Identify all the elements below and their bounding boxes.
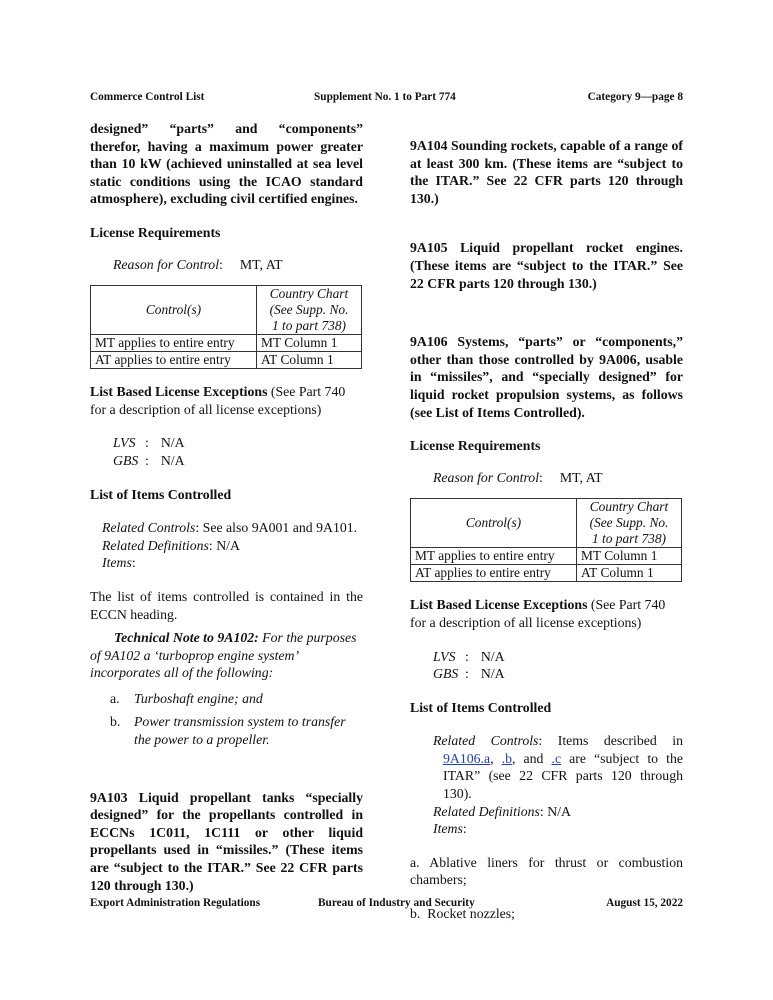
right-column <box>410 137 683 923</box>
entry-9a102-continuation: designed” “parts” and “components” therefor, having a maximum power greater than 10 kW (achieved uninstalled at sea level static conditions using the ICAO standard atmosphere), excluding civil certified engines. <box>90 121 363 207</box>
table-header-controls: Control(s) <box>411 499 577 548</box>
header-right: Category 9—page 8 <box>587 91 683 103</box>
table-row: MT applies to entire entry MT Column 1 <box>411 548 682 565</box>
exception-lvs: LVS : N/A <box>433 648 505 664</box>
entry-9a103: 9A103 Liquid propellant tanks “specially designed” for the propellants controlled in ECCNs 1C011, 1C111 or other liquid propellants used in “missiles.” (These items are “subject to the ITAR.” See 22 CFR parts 120 through 130.) <box>90 789 363 893</box>
related-definitions: Related Definitions: N/A <box>102 537 240 553</box>
table-header-controls: Control(s) <box>91 286 257 335</box>
link-9a106b[interactable]: .b <box>501 750 513 766</box>
table-row: MT applies to entire entry MT Column 1 <box>91 335 362 352</box>
table-row: AT applies to entire entry AT Column 1 <box>91 352 362 369</box>
related-info <box>410 732 683 838</box>
related-controls: Related Controls: Items described in 9A106.a, .b, and .c are “subject to the ITAR” (see 22 CFR parts 120 through 130). <box>433 733 683 802</box>
items-text: The list of items controlled is contained in the ECCN heading. <box>90 588 363 622</box>
lble-paragraph: List Based License Exceptions (See Part 740 for a description of all license exceptions) <box>90 384 346 417</box>
link-9a106a[interactable]: 9A106.a <box>443 750 491 766</box>
table-header-country-chart: Country Chart (See Supp. No. 1 to part 738) <box>577 499 682 548</box>
tech-note-item-b: b. Power transmission system to transfer the power to a propeller. <box>110 714 346 748</box>
entry-9a105: 9A105 Liquid propellant rocket engines. (These items are “subject to the ITAR.” See 22 CFR parts 120 through 130.) <box>410 240 683 291</box>
item-b: b. Rocket nozzles; <box>410 906 515 922</box>
items-controlled-heading: List of Items Controlled <box>90 486 232 502</box>
control-table <box>410 498 682 582</box>
exception-gbs: GBS : N/A <box>433 666 505 682</box>
item-a: a. Ablative liners for thrust or combustion chambers; <box>410 854 683 888</box>
reason-for-control: Reason for Control: MT, AT <box>113 256 283 272</box>
footer-right: August 15, 2022 <box>606 897 683 909</box>
license-exceptions <box>410 648 683 683</box>
footer-center: Bureau of Industry and Security <box>318 897 475 909</box>
header-center: Supplement No. 1 to Part 774 <box>314 91 456 103</box>
technical-note: Technical Note to 9A102: For the purposes of 9A102 a ‘turboprop engine system’ incorporates all of the following: <box>90 630 357 681</box>
related-definitions: Related Definitions: N/A <box>433 803 571 819</box>
table-row: AT applies to entire entry AT Column 1 <box>411 565 682 582</box>
lble-paragraph: List Based License Exceptions (See Part 740 for a description of all license exceptions) <box>410 597 666 630</box>
exception-gbs: GBS : N/A <box>113 452 185 468</box>
entry-9a106: 9A106 Systems, “parts” or “components,” other than those controlled by 9A006, usable in “missiles”, and “specially designed” for liquid rocket propulsion systems, as follows (see List of Items Controlled). <box>410 334 683 420</box>
items-label: Items: <box>433 821 467 837</box>
license-requirements-heading: License Requirements <box>90 224 221 240</box>
license-exceptions <box>90 434 363 469</box>
entry-9a104: 9A104 Sounding rockets, capable of a range of at least 300 km. (These items are “subject to the ITAR.” See 22 CFR parts 120 through 130.) <box>410 138 683 206</box>
exception-lvs: LVS : N/A <box>113 435 185 451</box>
related-info <box>90 519 363 572</box>
related-controls: Related Controls: See also 9A001 and 9A101. <box>102 520 358 536</box>
header-left: Commerce Control List <box>90 91 205 103</box>
reason-for-control: Reason for Control: MT, AT <box>433 469 603 485</box>
left-column <box>90 120 363 894</box>
footer-left: Export Administration Regulations <box>90 897 261 909</box>
items-label: Items: <box>102 555 136 571</box>
tech-note-item-a: a. Turboshaft engine; and <box>110 690 263 706</box>
link-9a106c[interactable]: .c <box>551 750 562 766</box>
reason-for-control-label: Reason for Control <box>113 256 220 272</box>
license-requirements-heading: License Requirements <box>410 438 541 454</box>
table-header-country-chart: Country Chart (See Supp. No. 1 to part 738) <box>257 286 362 335</box>
control-table <box>90 285 362 369</box>
items-controlled-heading: List of Items Controlled <box>410 699 552 715</box>
reason-for-control-value: MT, AT <box>239 256 283 272</box>
